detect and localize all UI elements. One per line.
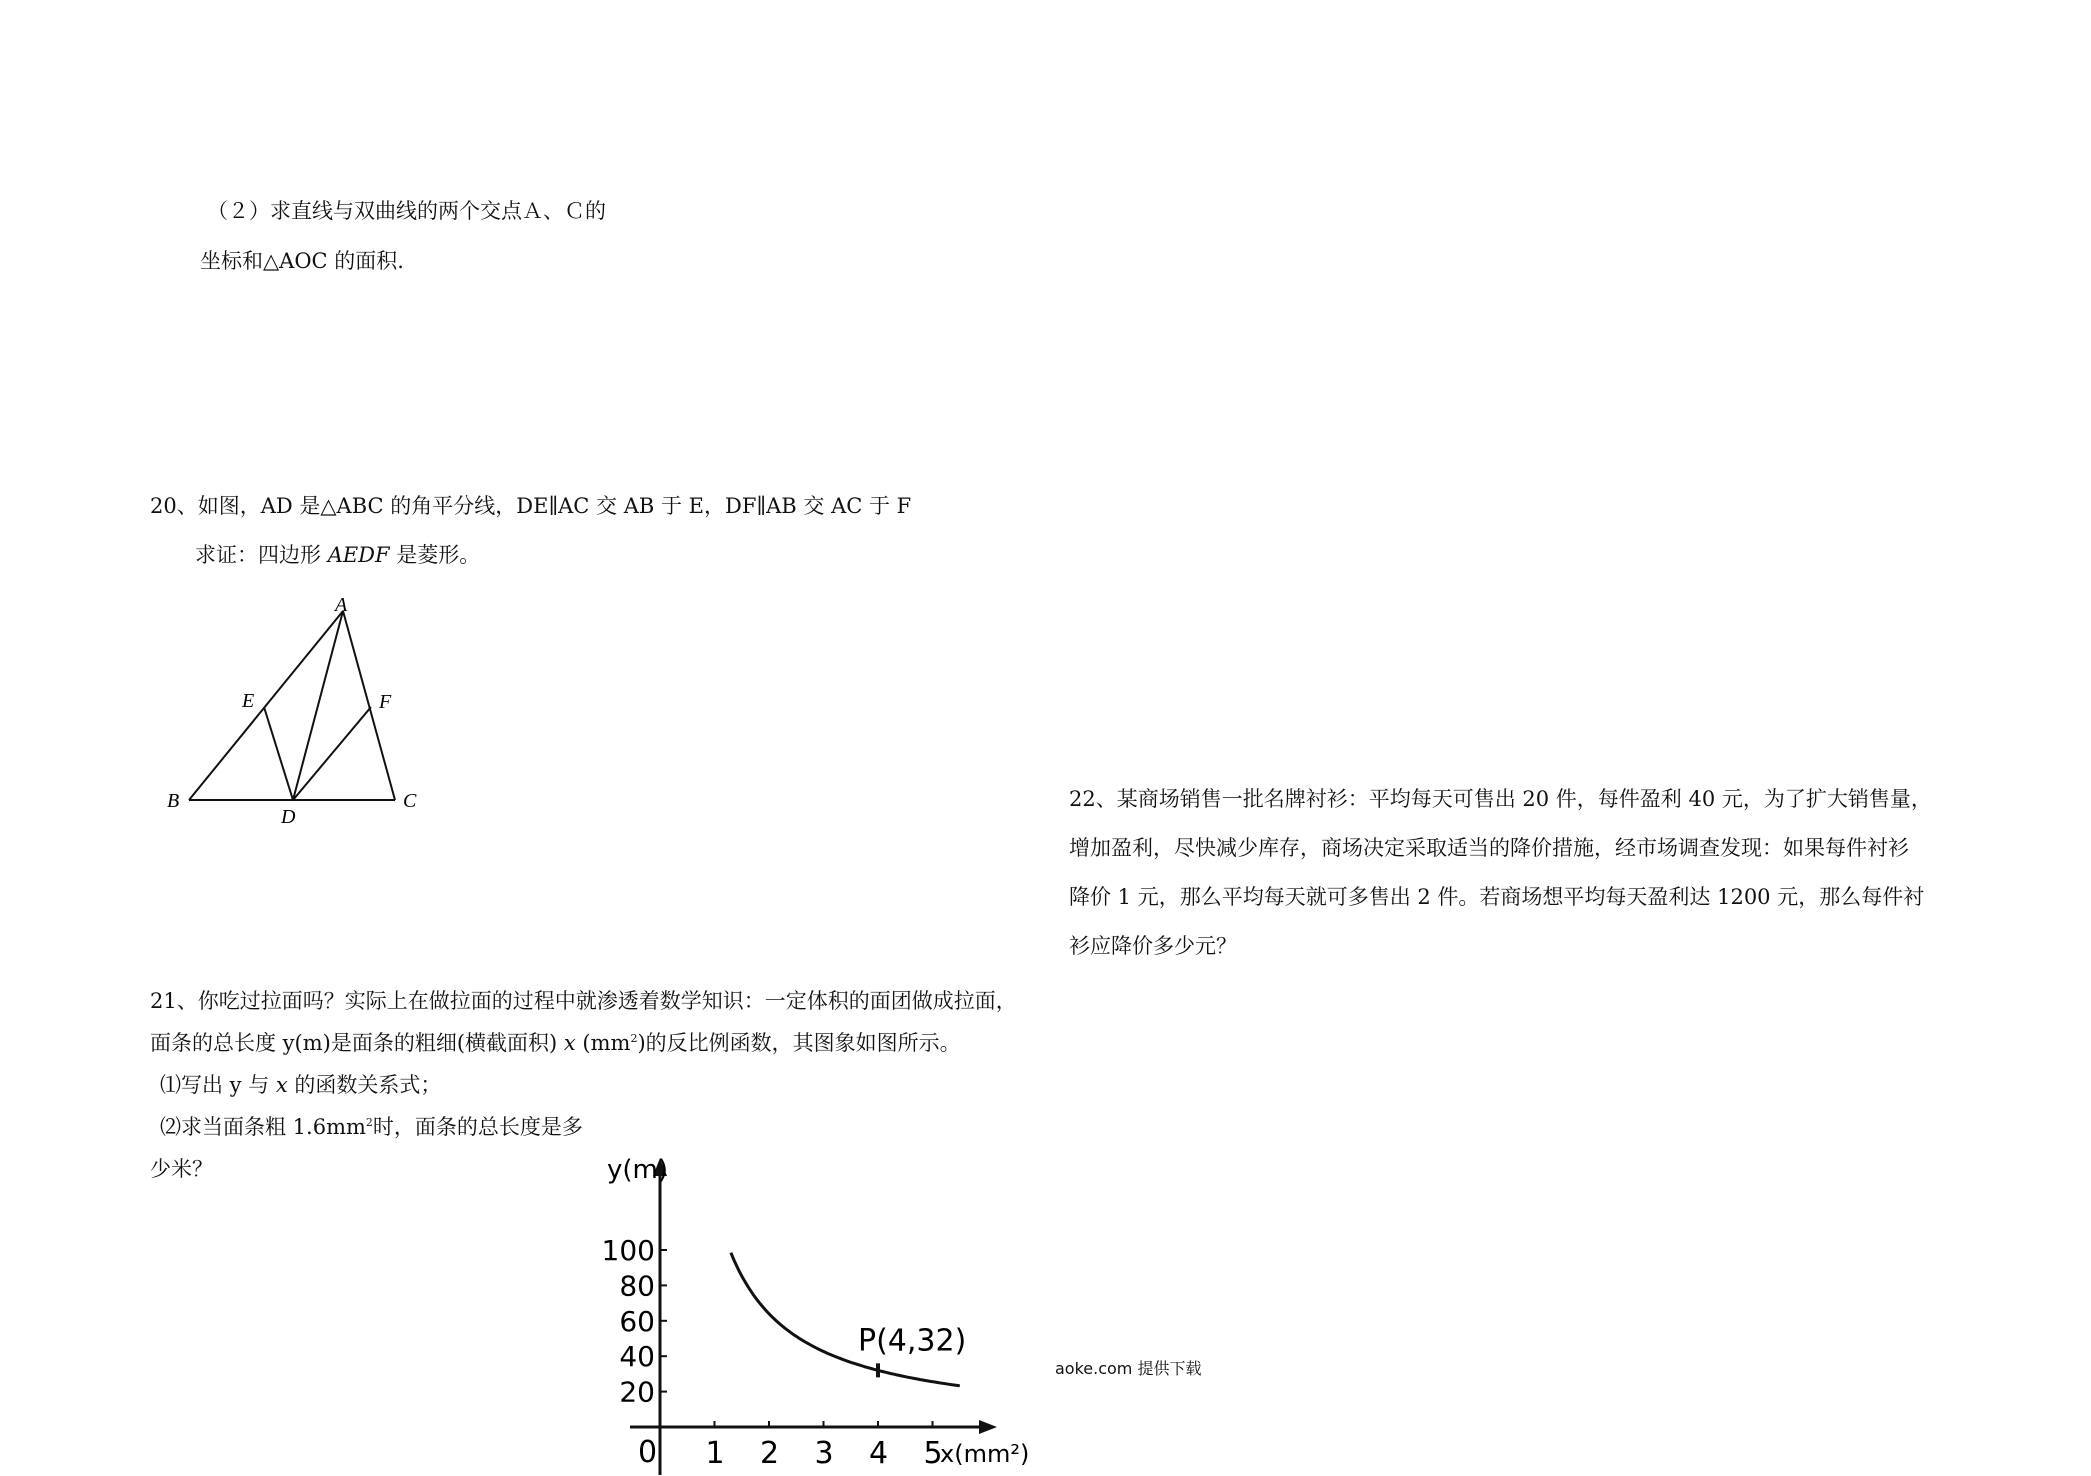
label-a: A xyxy=(335,594,348,616)
x-tick-label-1: 1 xyxy=(705,1436,725,1471)
source-watermark: aoke.com 提供下载 xyxy=(1055,1359,1202,1378)
q22-line4: 衫应降价多少元？ xyxy=(1069,934,1237,958)
y-tick-label-60: 60 xyxy=(619,1304,655,1338)
y-axis-label: y(m) xyxy=(607,1155,669,1185)
q22-line2: 增加盈利，尽快减少库存，商场决定采取适当的降价措施，经市场调查发现：如果每件衬衫 xyxy=(1069,836,1909,860)
point-p-label: P(4,32) xyxy=(858,1323,967,1359)
y-tick-label-80: 80 xyxy=(619,1269,655,1303)
y-tick-label-100: 100 xyxy=(601,1234,655,1267)
label-e: E xyxy=(242,690,255,712)
x-tick-label-5: 5 xyxy=(923,1436,943,1471)
inverse-function-graph xyxy=(595,1150,1065,1476)
q22-line3: 降价 1 元，那么平均每天就可多售出 2 件。若商场想平均每天盈利达 1200 元，那么每件衬 xyxy=(1069,885,1925,909)
q22-line1: 22、某商场销售一批名牌衬衫：平均每天可售出 20 件，每件盈利 40 元，为了扩大销售量， xyxy=(1069,787,1932,811)
x-tick-label-3: 3 xyxy=(814,1436,834,1471)
origin-label: 0 xyxy=(638,1435,658,1470)
label-c: C xyxy=(403,790,417,812)
q19-part2-line2: 坐标和△AOC 的面积. xyxy=(200,249,404,273)
q20-statement: 20、如图，AD 是△ABC 的角平分线，DE∥AC 交 AB 于 E，DF∥AB 交 AC 于 F xyxy=(150,494,912,518)
label-b: B xyxy=(167,790,180,812)
label-f: F xyxy=(379,691,392,713)
q20-shape-name: AEDF xyxy=(327,543,390,567)
x-axis-arrow xyxy=(979,1420,997,1434)
q21-sub1: ⑴写出 y 与 x 的函数关系式； xyxy=(160,1073,442,1097)
q21-sub2-line2: 少米？ xyxy=(150,1157,213,1181)
y-tick-label-20: 20 xyxy=(619,1375,655,1409)
segment-ab xyxy=(189,611,343,800)
q21-line2: 面条的总长度 y(m)是面条的粗细(横截面积) x $(mm^2)$的反比例函数，其图象如图所示。 xyxy=(150,1031,961,1055)
q21-sub2: ⑵求当面条粗 $1.6mm^2$时，面条的总长度是多 xyxy=(160,1115,583,1139)
q20-prove: 求证：四边形 AEDF 是菱形。 xyxy=(195,543,481,567)
curve-y-equals-k-over-x xyxy=(731,1253,960,1386)
y-tick-label-40: 40 xyxy=(619,1340,655,1374)
label-d: D xyxy=(281,806,296,828)
q21-line1: 21、你吃过拉面吗？实际上在做拉面的过程中就渗透着数学知识：一定体积的面团做成拉面， xyxy=(150,989,1017,1013)
x-tick-label-2: 2 xyxy=(760,1436,780,1471)
triangle-figure xyxy=(155,590,435,830)
x-axis-label: x(mm²) xyxy=(940,1440,1030,1468)
segment-de xyxy=(264,707,293,800)
x-tick-label-4: 4 xyxy=(869,1436,889,1471)
q19-part2-line1: （２）求直线与双曲线的两个交点Ａ、Ｃ的 xyxy=(207,199,606,223)
